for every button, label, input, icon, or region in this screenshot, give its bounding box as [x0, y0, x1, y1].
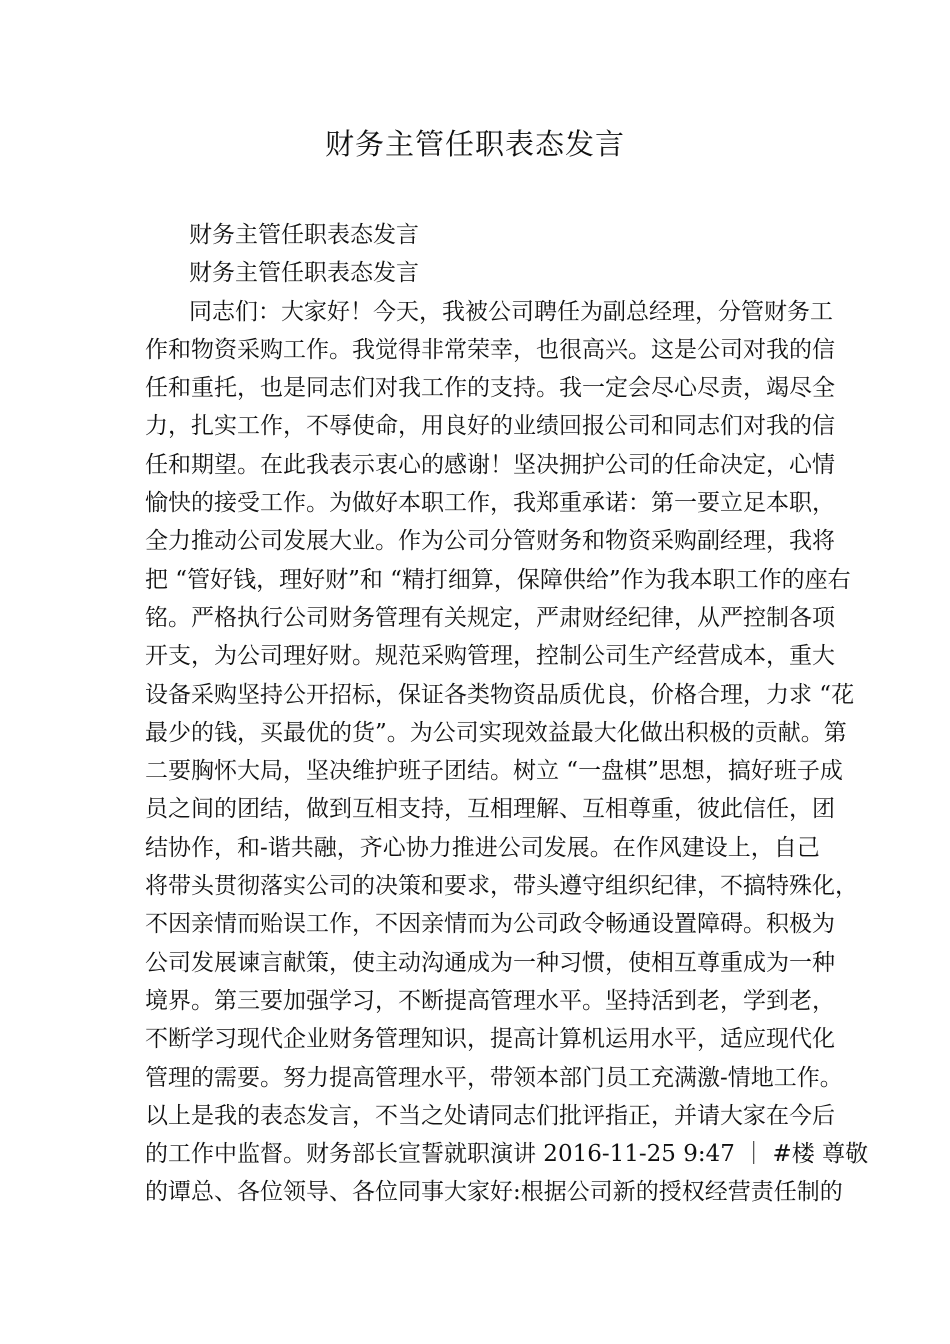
paragraph-line: 以上是我的表态发言，不当之处请同志们批评指正，并请大家在今后: [145, 1102, 835, 1129]
paragraph-line: 的工作中监督。财务部长宣誓就职演讲 2016-11-25 9:47 ｜ #楼 尊敬: [145, 1141, 869, 1168]
paragraph-line: 任和期望。在此我表示衷心的感谢！坚决拥护公司的任命决定，心情: [145, 451, 835, 478]
paragraph-line: 任和重托，也是同志们对我工作的支持。我一定会尽心尽责，竭尽全: [145, 375, 835, 402]
paragraph-line: 公司发展谏言献策，使主动沟通成为一种习惯，使相互尊重成为一种: [145, 949, 835, 976]
paragraph-line: 全力推动公司发展大业。作为公司分管财务和物资采购副经理，我将: [145, 528, 835, 555]
document-body: [145, 216, 869, 1212]
paragraph-line: 结协作，和-谐共融，齐心协力推进公司发展。在作风建设上，自己: [145, 834, 820, 861]
paragraph-line: 的谭总、各位领导、各位同事大家好:根据公司新的授权经营责任制的: [145, 1179, 843, 1206]
paragraph-line: 将带头贯彻落实公司的决策和要求，带头遵守组织纪律，不搞特殊化，: [145, 873, 858, 900]
paragraph-line: 境界。第三要加强学习，不断提高管理水平。坚持活到老，学到老，: [145, 987, 835, 1014]
paragraph-line: 设备采购坚持公开招标，保证各类物资品质优良，价格合理，力求 “花: [145, 681, 855, 708]
paragraph-line: 最少的钱，买最优的货”。为公司实现效益最大化做出积极的贡献。第: [145, 719, 847, 746]
paragraph-line: 力，扎实工作，不辱使命，用良好的业绩回报公司和同志们对我的信: [145, 413, 835, 440]
subtitle-line: 财务主管任职表态发言: [189, 260, 419, 287]
paragraph-line: 员之间的团结，做到互相支持，互相理解、互相尊重，彼此信任，团: [145, 796, 835, 823]
paragraph-line: 作和物资采购工作。我觉得非常荣幸，也很高兴。这是公司对我的信: [145, 336, 835, 363]
paragraph-line: 不因亲情而贻误工作，不因亲情而为公司政令畅通设置障碍。积极为: [145, 911, 835, 938]
subtitle-line: 财务主管任职表态发言: [189, 222, 419, 248]
paragraph-line: 愉快的接受工作。为做好本职工作，我郑重承诺：第一要立足本职，: [145, 490, 835, 517]
paragraph-line: 铭。严格执行公司财务管理有关规定，严肃财经纪律，从严控制各项: [145, 604, 835, 631]
paragraph-line: 二要胸怀大局，坚决维护班子团结。树立 “一盘棋”思想，搞好班子成: [145, 758, 843, 785]
paragraph-line: 开支，为公司理好财。规范采购管理，控制公司生产经营成本，重大: [145, 643, 835, 670]
paragraph-line: 管理的需要。努力提高管理水平，带领本部门员工充满激-情地工作。: [145, 1064, 843, 1091]
paragraph-line: 不断学习现代企业财务管理知识，提高计算机运用水平，适应现代化: [145, 1026, 835, 1053]
document-title: 财务主管任职表态发言: [324, 127, 625, 161]
paragraph-line: 同志们：大家好！今天，我被公司聘任为副总经理，分管财务工: [189, 298, 833, 325]
paragraph-line: 把 “管好钱，理好财”和 “精打细算，保障供给”作为我本职工作的座右: [145, 566, 851, 593]
